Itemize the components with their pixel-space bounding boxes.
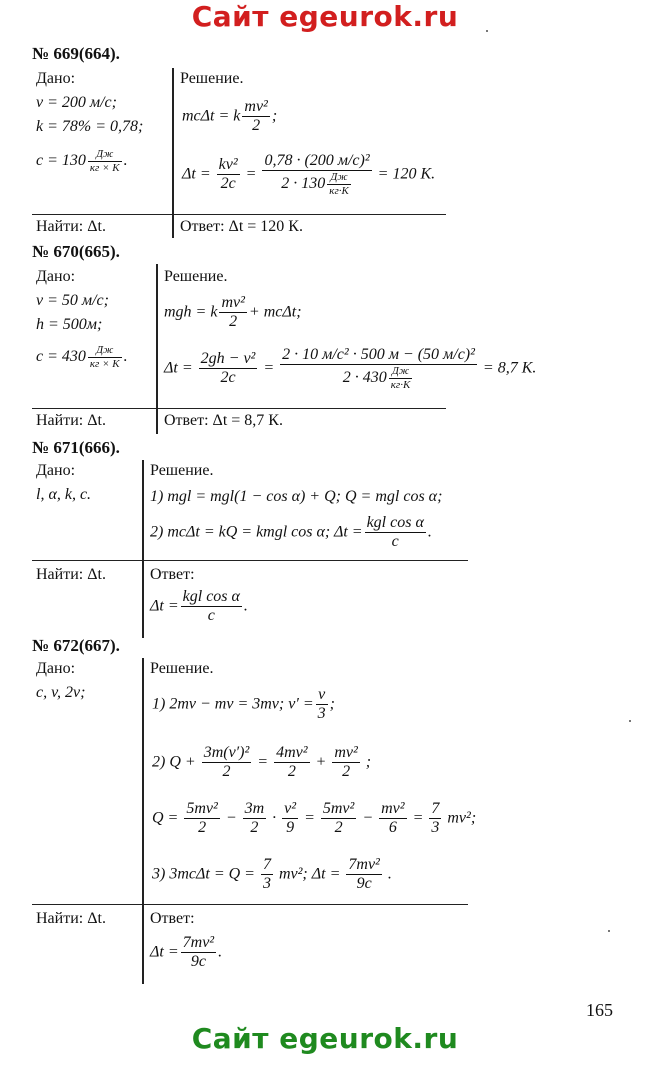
- p669-given-1: v = 200 м/с;: [36, 94, 117, 111]
- p671-divider-vertical: [142, 460, 144, 638]
- p669-answer: Ответ: Δt = 120 К.: [180, 218, 303, 235]
- p670-given-1: v = 50 м/с;: [36, 292, 109, 309]
- p669-given-3: c = 130 $\frac{Дж}{кг \times К}$ .: [36, 148, 128, 174]
- p672-divider-vertical: [142, 658, 144, 984]
- p672-solution-label: Решение.: [150, 660, 214, 677]
- p671-given-label: Дано:: [36, 462, 76, 479]
- p669-divider-vertical: [172, 68, 174, 238]
- page-number: 165: [586, 1000, 613, 1020]
- p670-divider-horizontal: [32, 408, 446, 409]
- p669-solution-label: Решение.: [180, 70, 244, 87]
- p670-equation-2: Δt = $\frac{\text{2gh − v²}}{2c}$ = 2 · 10 м/с² · 500 м − (50 м/с)² 2 · 430 $\frac{Дж}{кг\cdot К}$ = 8,7 К.: [164, 346, 537, 392]
- p672-answer-label: Ответ:: [150, 910, 195, 927]
- p670-answer: Ответ: Δt = 8,7 К.: [164, 412, 283, 429]
- scan-speck: [486, 30, 488, 32]
- p671-answer-label: Ответ:: [150, 566, 195, 583]
- p672-equation-3: Q = $\frac{\text{5mv²}}{2}$ − $\frac{3m}{2}$ · $\frac{\text{v²}}{9}$ = $\frac{\text{5mv²}}{2}$ − $\frac{\text{mv²}}{6}$ = $\frac{7}{3}$ mv²;: [152, 800, 477, 837]
- site-watermark-bottom: Сайт egeurok.ru: [191, 1022, 459, 1055]
- p669-equation-1: mcΔt = k $\frac{\text{mv²}}{2}$ ;: [182, 98, 278, 135]
- problem-671-title: № 671(666).: [32, 438, 120, 457]
- p671-divider-horizontal: [32, 560, 468, 561]
- p671-given-1: l, α, k, c.: [36, 486, 92, 503]
- p670-solution-label: Решение.: [164, 268, 228, 285]
- p670-given-label: Дано:: [36, 268, 76, 285]
- scan-speck: [629, 720, 631, 722]
- p672-equation-1: 1) 2mv − mv = 3mv; v′ = $\frac{v}{3}$ ;: [152, 686, 335, 723]
- site-watermark-top: Сайт egeurok.ru: [191, 0, 459, 33]
- p669-equation-2: Δt = $\frac{\text{kv²}}{2c}$ = 0,78 · (200 м/с)² 2 · 130 $\frac{Дж}{кг\cdot К}$ = 120 К.: [182, 152, 436, 198]
- p672-answer-formula: Δt = $\frac{\text{7mv²}}{9c}$ .: [150, 934, 223, 971]
- p669-divider-horizontal: [32, 214, 446, 215]
- problem-670-title: № 670(665).: [32, 242, 120, 261]
- p670-given-2: h = 500м;: [36, 316, 103, 333]
- p672-divider-horizontal: [32, 904, 468, 905]
- problem-672-title: № 672(667).: [32, 636, 120, 655]
- p672-given-1: c, v, 2v;: [36, 684, 86, 701]
- p672-equation-2: 2) Q + $\frac{\text{3m(v′)²}}{2}$ = $\frac{\text{4mv²}}{2}$ + $\frac{\text{mv²}}{2}$ ;: [152, 744, 372, 781]
- p669-find: Найти: Δt.: [36, 218, 106, 235]
- p669-given-2: k = 78% = 0,78;: [36, 118, 144, 135]
- scan-speck: [608, 930, 610, 932]
- p671-answer-formula: Δt = $\frac{\text{kgl cos α}}{c}$ .: [150, 588, 248, 625]
- p671-solution-label: Решение.: [150, 462, 214, 479]
- p671-find: Найти: Δt.: [36, 566, 106, 583]
- p670-given-3: c = 430 $\frac{Дж}{кг \times К}$ .: [36, 344, 128, 370]
- p670-equation-1: mgh = k $\frac{\text{mv²}}{2}$ + mcΔt;: [164, 294, 302, 331]
- p672-equation-4: 3) 3mcΔt = Q = $\frac{7}{3}$ mv²; Δt = $\frac{\text{7mv²}}{9c}$ .: [152, 856, 392, 893]
- p672-given-label: Дано:: [36, 660, 76, 677]
- problem-669-title: № 669(664).: [32, 44, 120, 63]
- p671-equation-2: 2) mcΔt = kQ = kmgl cos α; Δt = $\frac{\text{kgl cos α}}{c}$ .: [150, 514, 432, 551]
- p669-given-label: Дано:: [36, 70, 76, 87]
- p672-find: Найти: Δt.: [36, 910, 106, 927]
- p671-equation-1: 1) mgl = mgl(1 − cos α) + Q; Q = mgl cos α;: [150, 488, 443, 505]
- p670-find: Найти: Δt.: [36, 412, 106, 429]
